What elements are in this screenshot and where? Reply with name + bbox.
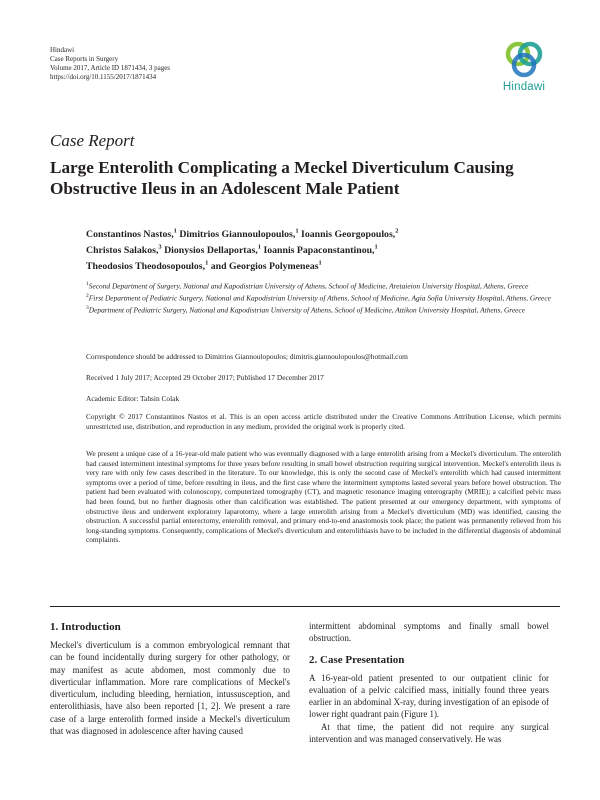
author[interactable] [86, 229, 177, 240]
affiliation [86, 292, 561, 303]
hindawi-logo [494, 40, 554, 93]
author-affiliation-number: 1 [257, 244, 261, 252]
author-name: Dionysios Dellaportas, [164, 245, 258, 257]
author[interactable] [179, 229, 298, 240]
abstract-text: We present a unique case of a 16-year-old male patient who was eventually diagnosed with a large enterolith arising from a Meckel's diverticulum. The enterolith had caused intermittent intestinal symptoms for three years before resulting in small bowel obstruction requiring surgical intervention. Meckel's enterolith ileus is very rare with only few cases described in the literature. To our knowledge, this is only the second case of Meckel's enterolith which had caused intermittent symptoms over a period of time, before resulting in ileus, and the first case where the intermittent symptoms lasted several years before bowel obstruction. The patient had been evaluated with colonoscopy, computerized tomography (CT), and magnetic resonance imaging enterography (MRIE); a calcified pelvic mass had been found, but no further diagnosis other than calcification was established. The patient presented at our emergency department, with symptoms of obstructive ileus and underwent exploratory laparotomy, where a large enterolith arising from a Meckel's diverticulum (MD) was identified, causing the obstruction. A successful partial enterectomy, enterolith removal, and primary end-to-end anastomosis took place; the patient was permanently relieved from his long-standing symptoms. Consequently, complications of Meckel's diverticulum and enterolithiasis have to be included in the differential diagnosis of abdominal complaints. [86, 449, 561, 545]
author-affiliation-number: 1 [205, 260, 209, 268]
author[interactable] [164, 245, 261, 256]
affiliation [86, 280, 561, 291]
left-column [50, 620, 290, 737]
affiliation [86, 304, 561, 315]
copyright-notice: Copyright © 2017 Constantinos Nastos et al. This is an open access article distributed under the Creative Commons Attribution License, which permits unrestricted use, distribution, and reproduction in any medium, provided the original work is properly cited. [86, 412, 561, 431]
author[interactable] [86, 245, 162, 256]
affiliation-text: Department of Pediatric Surgery, National and Kapodistrian University of Athens, School of Medicine, Attikon University Hospital, Athens, Greece [88, 305, 526, 315]
author-name: Ioannis Papaconstantinou, [263, 245, 375, 257]
doi-link[interactable]: https://doi.org/10.1155/2017/1871434 [50, 73, 157, 81]
publication-dates: Received 1 July 2017; Accepted 29 October 2017; Published 17 December 2017 [86, 373, 324, 382]
publisher-name: Hindawi [50, 46, 75, 54]
author-affiliation-number: 3 [158, 244, 162, 252]
affiliation-number: 2 [86, 293, 89, 300]
hindawi-logo-text: Hindawi [502, 81, 546, 93]
case-paragraph-1: A 16-year-old patient presented to our outpatient clinic for evaluation of a pelvic calcified mass, initially found three years earlier in an abdominal X-ray, during investigation of an episode of lower right quadrant pain (Figure 1). [309, 672, 549, 720]
author[interactable] [211, 261, 322, 272]
case-presentation-heading: 2. Case Presentation [309, 653, 405, 666]
author-name: Ioannis Georgopoulos, [301, 229, 396, 241]
journal-name: Case Reports in Surgery [50, 55, 119, 63]
volume-info: Volume 2017, Article ID 1871434, 3 pages [50, 64, 171, 72]
introduction-continued: intermittent abdominal symptoms and finally small bowel obstruction. [309, 621, 549, 644]
author[interactable] [263, 245, 377, 256]
affiliation-number: 3 [86, 305, 89, 312]
right-column [309, 620, 549, 745]
author-list [86, 226, 561, 274]
author[interactable] [301, 229, 398, 240]
introduction-paragraph: Meckel's diverticulum is a common embryological remnant that can be found incidentally during surgery for other pathology, or may manifest as acute abdomen, most commonly due to diverticular inflammation. More rare complications of Meckel's diverticulum, including bleeding, herniation, intussusception, and enterolithiasis, have also been reported [1, 2]. We present a rare case of a large enterolith formed inside a Meckel's diverticulum that was diagnosed in adolescence after having caused [50, 640, 290, 737]
affiliation-list [86, 280, 561, 316]
affiliation-text: Second Department of Surgery, National and Kapodistrian University of Athens, School of Medicine, Aretaieion University Hospital, Athens, Greece [88, 281, 529, 291]
author[interactable] [86, 261, 208, 272]
author-name: Constantinos Nastos, [86, 229, 174, 241]
author-name: and Georgios Polymeneas [210, 261, 319, 273]
correspondence-note: Correspondence should be addressed to Dimitrios Giannoulopoulos; dimitris.giannoulopoulos@hotmail.com [86, 352, 408, 361]
author-affiliation-number: 1 [173, 228, 177, 235]
author-affiliation-number: 1 [295, 228, 299, 235]
affiliation-text: First Department of Pediatric Surgery, National and Kapodistrian University of Athens, School of Medicine, Agia Sofia University Hospital, Athens, Greece [88, 293, 551, 303]
article-type: Case Report [50, 131, 135, 150]
section-divider [50, 606, 560, 607]
introduction-heading: 1. Introduction [50, 621, 121, 633]
case-paragraph-2: At that time, the patient did not require any surgical intervention and was managed conservatively. He was [309, 721, 549, 745]
author-affiliation-number: 1 [374, 244, 378, 252]
article-title: Large Enterolith Complicating a Meckel Diverticulum Causing Obstructive Ileus in an Adolescent Male Patient [50, 158, 514, 198]
hindawi-logo-icon [502, 40, 546, 80]
author-name: Theodosios Theodosopoulos, [86, 261, 206, 273]
journal-metadata [50, 46, 170, 82]
author-affiliation-number: 2 [395, 228, 399, 235]
author-affiliation-number: 1 [318, 260, 322, 268]
author-name: Dimitrios Giannoulopoulos, [179, 229, 296, 241]
affiliation-number: 1 [86, 281, 89, 287]
author-name: Christos Salakos, [86, 245, 159, 257]
academic-editor: Academic Editor: Tahsin Colak [86, 394, 180, 403]
